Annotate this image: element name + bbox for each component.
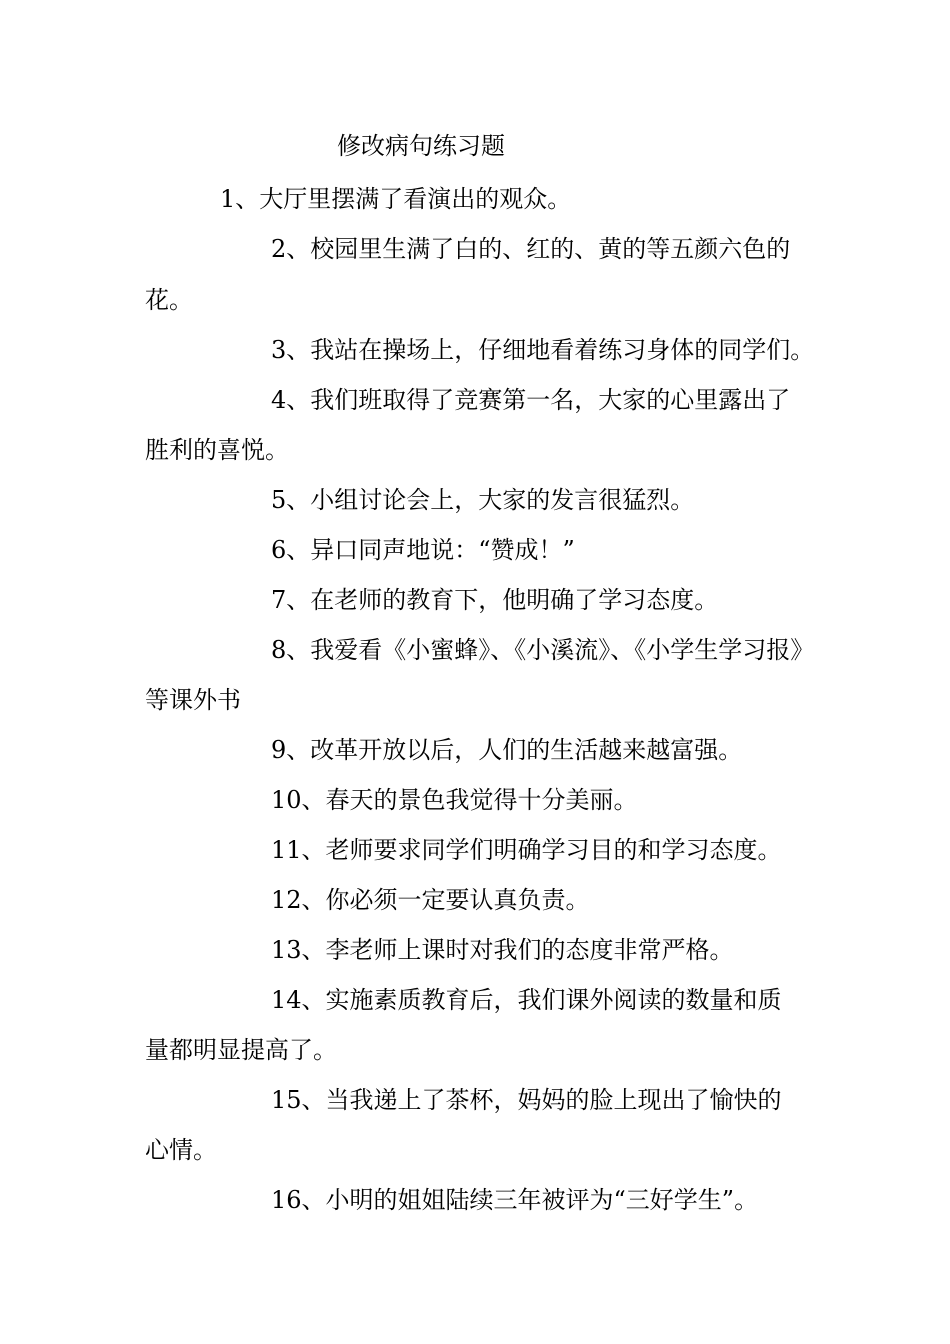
question-line: 11、老师要求同学们明确学习目的和学习态度。 — [271, 836, 782, 864]
question-line: 10、春天的景色我觉得十分美丽。 — [271, 786, 638, 814]
document-title: 修改病句练习题 — [337, 132, 505, 160]
question-line: 15、当我递上了茶杯，妈妈的脸上现出了愉快的 — [271, 1086, 782, 1114]
question-line-continuation: 花。 — [145, 286, 193, 314]
question-line: 12、你必须一定要认真负责。 — [271, 886, 590, 914]
question-line: 7、在老师的教育下，他明确了学习态度。 — [271, 586, 719, 614]
question-line: 5、小组讨论会上，大家的发言很猛烈。 — [271, 486, 695, 514]
question-line-continuation: 胜利的喜悦。 — [145, 436, 289, 464]
question-line-continuation: 心情。 — [145, 1136, 217, 1164]
question-line: 2、校园里生满了白的、红的、黄的等五颜六色的 — [271, 235, 791, 263]
question-line-continuation: 量都明显提高了。 — [145, 1036, 337, 1064]
question-line-continuation: 等课外书 — [145, 686, 241, 714]
question-line: 9、改革开放以后，人们的生活越来越富强。 — [271, 736, 743, 764]
question-line: 14、实施素质教育后，我们课外阅读的数量和质 — [271, 986, 782, 1014]
question-line: 13、李老师上课时对我们的态度非常严格。 — [271, 936, 734, 964]
question-line: 8、我爱看《小蜜蜂》、《小溪流》、《小学生学习报》 — [271, 636, 815, 664]
question-line: 4、我们班取得了竞赛第一名，大家的心里露出了 — [271, 386, 791, 414]
question-line: 3、我站在操场上，仔细地看着练习身体的同学们。 — [271, 336, 815, 364]
question-line: 16、小明的姐姐陆续三年被评为“三好学生”。 — [271, 1186, 759, 1214]
question-line: 1、大厅里摆满了看演出的观众。 — [220, 185, 572, 213]
question-line: 6、异口同声地说：“赞成！” — [271, 536, 575, 564]
